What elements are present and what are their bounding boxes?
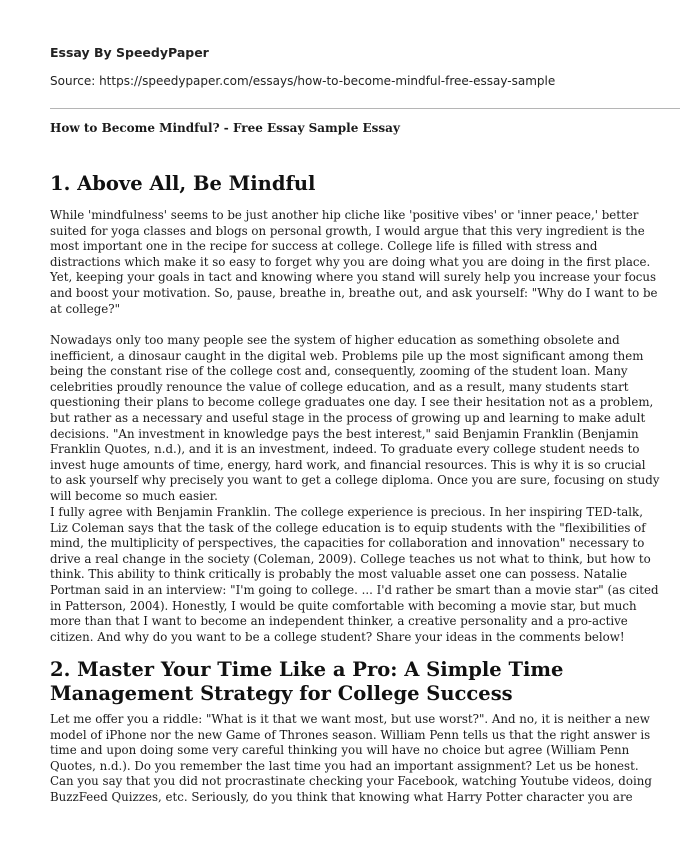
- paragraph: Let me offer you a riddle: "What is it that we want most, but use worst?". And no, it is neither a new model of iPhone nor the new Game of Thrones season. William Penn tells us that the right answer is time and upon doing some very careful thinking you will have no choice but agree (William Penn Quotes, n.d.). Do you remember the last time you had an important assignment? Let us be honest. Can you say that you did not procrastinate checking your Facebook, watching Youtube videos, doing BuzzFeed Quizzes, etc. Seriously, do you think that knowing what Harry Potter character you are: [50, 712, 652, 804]
- brand-label: Essay By SpeedyPaper: [50, 45, 209, 60]
- paragraph: While 'mindfulness' seems to be just another hip cliche like 'positive vibes' or 'inner peace,' better suited for yoga classes and blogs on personal growth, I would argue that this very ingredient is the most important one in the recipe for success at college. College life is filled with stress and distractions which make it so easy to forget why you are doing what you are doing in the first place. Yet, keeping your goals in tact and knowing where you stand will surely help you increase your focus and boost your motivation. So, pause, breathe in, breathe out, and ask yourself: "Why do I want to be at college?": [50, 208, 658, 316]
- paragraph: I fully agree with Benjamin Franklin. The college experience is precious. In her inspiring TED-talk, Liz Coleman says that the task of the college education is to equip students with the "flexibilities of mind, the multiplicity of perspectives, the capacities for collaboration and innovation" necessary to drive a real change in the society (Coleman, 2009). College teaches us not what to think, but how to think. This ability to think critically is probably the most valuable asset one can possess. Natalie Portman said in an interview: "I'm going to college. ... I'd rather be smart than a movie star" (as cited in Patterson, 2004). Honestly, I would be quite comfortable with becoming a movie star, but much more than that I want to become an independent thinker, a creative personality and a pro-active citizen. And why do you want to be a college student? Share your ideas in the comments below!: [50, 505, 659, 644]
- section-heading-1: 1. Above All, Be Mindful: [50, 172, 316, 195]
- source-line: Source: https://speedypaper.com/essays/how-to-become-mindful-free-essay-sample: [50, 74, 556, 88]
- section-heading-2: 2. Master Your Time Like a Pro: A Simple Time Management Strategy for College Success: [50, 658, 564, 705]
- essay-title: How to Become Mindful? - Free Essay Sample Essay: [50, 121, 400, 135]
- header-divider: [50, 108, 680, 109]
- paragraph: Nowadays only too many people see the system of higher education as something obsolete and inefficient, a dinosaur caught in the digital web. Problems pile up the most significant among them being the constant rise of the college cost and, consequently, zooming of the student loan. Many celebrities proudly renounce the value of college education, and as a result, many students start questioning their plans to become college graduates one day. I see their hesitation not as a problem, but rather as a necessary and useful stage in the process of growing up and learning to make adult decisions. "An investment in knowledge pays the best interest," said Benjamin Franklin (Benjamin Franklin Quotes, n.d.), and it is an investment, indeed. To graduate every college student needs to invest huge amounts of time, energy, hard work, and financial resources. This is why it is so crucial to ask yourself why precisely you want to get a college diploma. Once you are sure, focusing on study will become so much easier.: [50, 333, 660, 503]
